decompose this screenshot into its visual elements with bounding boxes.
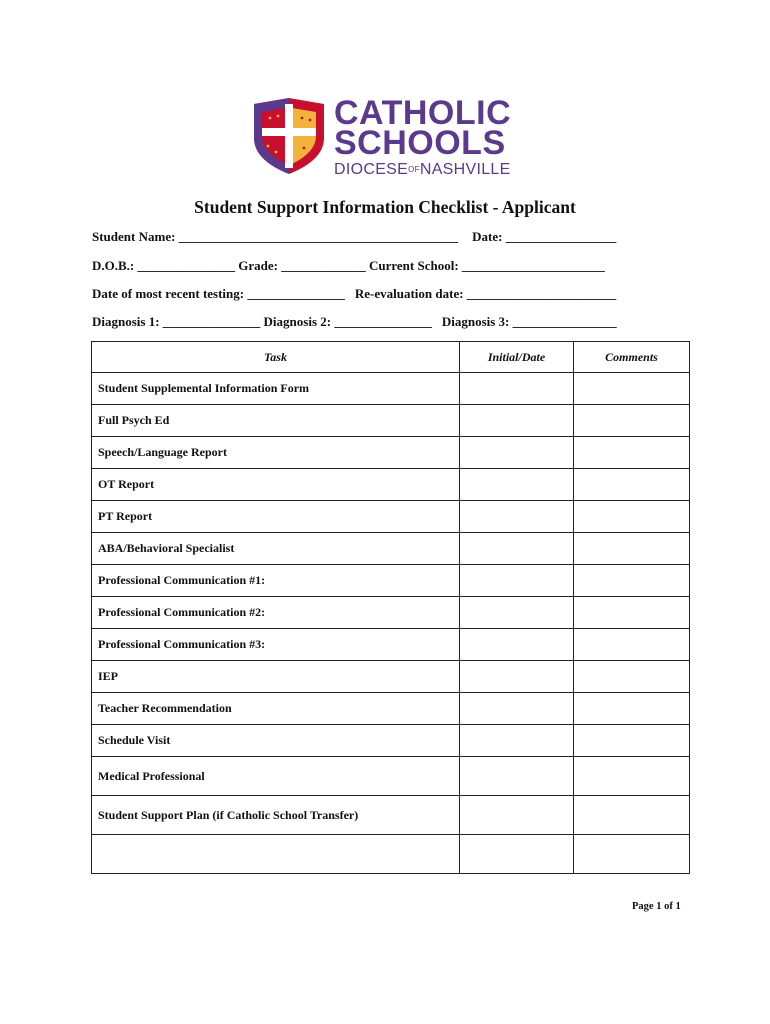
comments-cell[interactable] (574, 629, 690, 661)
testing-row (92, 286, 616, 302)
header-task: Task (92, 342, 460, 373)
reevaluation-date-field[interactable]: Re-evaluation date: _______________________ (354, 286, 617, 301)
comments-cell[interactable] (574, 533, 690, 565)
table-row (92, 796, 690, 835)
dob-row (92, 258, 605, 274)
logo-of-word: OF (408, 165, 420, 174)
task-cell: Professional Communication #1: (92, 565, 460, 597)
table-row (92, 501, 690, 533)
diagnosis-1-field[interactable]: Diagnosis 1: _______________ (92, 314, 261, 329)
task-cell: Professional Communication #3: (92, 629, 460, 661)
diagnosis-row (92, 314, 617, 330)
comments-cell[interactable] (574, 725, 690, 757)
table-row (92, 533, 690, 565)
logo-nashville-word: NASHVILLE (419, 161, 511, 178)
logo-schools: SCHOOLS (334, 124, 506, 162)
task-cell: Speech/Language Report (92, 437, 460, 469)
initial-date-cell[interactable] (460, 796, 574, 835)
table-row (92, 405, 690, 437)
initial-date-cell[interactable] (460, 835, 574, 874)
task-cell-blank[interactable] (92, 835, 460, 874)
table-row (92, 597, 690, 629)
table-row (92, 693, 690, 725)
task-cell: Student Supplemental Information Form (92, 373, 460, 405)
initial-date-cell[interactable] (460, 405, 574, 437)
testing-date-field[interactable]: Date of most recent testing: _______________ (92, 286, 345, 301)
diagnosis-3-field[interactable]: Diagnosis 3: ________________ (441, 314, 617, 329)
table-row (92, 469, 690, 501)
comments-cell[interactable] (574, 597, 690, 629)
page-number: Page 1 of 1 (632, 901, 681, 912)
task-cell: OT Report (92, 469, 460, 501)
comments-cell[interactable] (574, 693, 690, 725)
table-header-row (92, 342, 690, 373)
table-row (92, 757, 690, 796)
dob-field[interactable]: D.O.B.: _______________ (92, 258, 235, 273)
comments-cell[interactable] (574, 661, 690, 693)
initial-date-cell[interactable] (460, 629, 574, 661)
task-cell: IEP (92, 661, 460, 693)
task-cell: Schedule Visit (92, 725, 460, 757)
task-cell: Professional Communication #2: (92, 597, 460, 629)
task-cell: Student Support Plan (if Catholic School Transfer) (92, 796, 460, 835)
comments-cell[interactable] (574, 796, 690, 835)
logo-diocese (334, 161, 511, 179)
grade-field[interactable]: Grade: _____________ (238, 258, 366, 273)
comments-cell[interactable] (574, 565, 690, 597)
header-comments: Comments (574, 342, 690, 373)
diagnosis-2-field[interactable]: Diagnosis 2: _______________ (263, 314, 432, 329)
initial-date-cell[interactable] (460, 469, 574, 501)
logo-catholic: CATHOLIC (334, 94, 512, 132)
current-school-field[interactable]: Current School: ______________________ (368, 258, 605, 273)
table-row (92, 629, 690, 661)
table-row (92, 725, 690, 757)
task-cell: Full Psych Ed (92, 405, 460, 437)
table-row (92, 437, 690, 469)
comments-cell[interactable] (574, 373, 690, 405)
initial-date-cell[interactable] (460, 597, 574, 629)
initial-date-cell[interactable] (460, 501, 574, 533)
comments-cell[interactable] (574, 405, 690, 437)
page-title: Student Support Information Checklist - Applicant (194, 197, 576, 217)
table-row (92, 565, 690, 597)
initial-date-cell[interactable] (460, 693, 574, 725)
task-cell: Medical Professional (92, 757, 460, 796)
task-cell: PT Report (92, 501, 460, 533)
logo-diocese-word: DIOCESE (334, 161, 409, 178)
table-row-blank (92, 835, 690, 874)
shield-cross-icon (250, 98, 328, 176)
initial-date-cell[interactable] (460, 725, 574, 757)
table-row (92, 661, 690, 693)
checklist-table (91, 341, 690, 874)
initial-date-cell[interactable] (460, 757, 574, 796)
student-name-row (92, 229, 616, 245)
comments-cell[interactable] (574, 437, 690, 469)
header-initial-date: Initial/Date (460, 342, 574, 373)
date-field[interactable]: Date: _________________ (472, 229, 617, 244)
logo-wordmark (334, 94, 512, 179)
initial-date-cell[interactable] (460, 661, 574, 693)
student-name-field[interactable]: Student Name: ___________________________________________ (92, 229, 459, 244)
comments-cell[interactable] (574, 469, 690, 501)
catholic-schools-logo (250, 94, 530, 178)
table-row (92, 373, 690, 405)
task-cell: ABA/Behavioral Specialist (92, 533, 460, 565)
comments-cell[interactable] (574, 501, 690, 533)
initial-date-cell[interactable] (460, 437, 574, 469)
initial-date-cell[interactable] (460, 533, 574, 565)
comments-cell[interactable] (574, 757, 690, 796)
comments-cell[interactable] (574, 835, 690, 874)
initial-date-cell[interactable] (460, 373, 574, 405)
task-cell: Teacher Recommendation (92, 693, 460, 725)
initial-date-cell[interactable] (460, 565, 574, 597)
